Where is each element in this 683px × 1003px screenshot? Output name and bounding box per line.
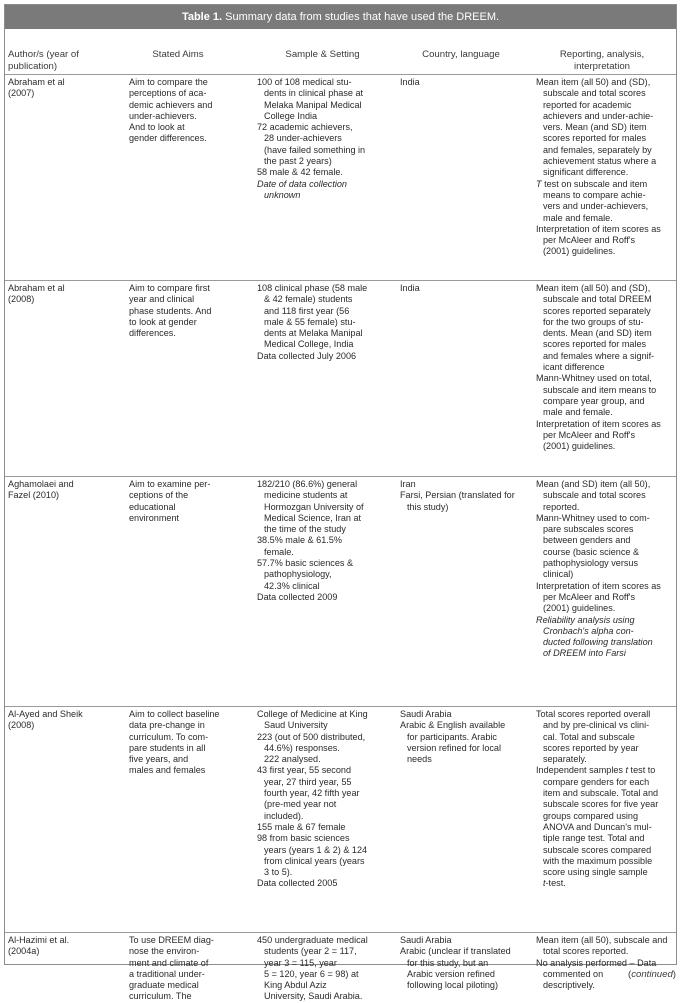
cell-line: phase students. And xyxy=(129,305,212,316)
cell-line: between genders and xyxy=(543,535,631,546)
cell-line: educational xyxy=(129,501,176,512)
cell-country xyxy=(394,707,528,933)
cell-line: 223 (out of 500 distributed, xyxy=(257,731,366,742)
cell-line: 108 clinical phase (58 male xyxy=(257,283,368,293)
cell-line: Fazel (2010) xyxy=(8,490,60,501)
cell-line: descriptively. xyxy=(543,980,595,991)
cell-line: per McAleer and Roff's xyxy=(543,429,636,440)
cell-line: students (year 2 = 117, xyxy=(264,946,357,957)
cell-line: 155 male & 67 female xyxy=(257,821,346,832)
cell-line: Mann-Whitney used to com- xyxy=(536,512,650,523)
cell-line: 98 from basic sciences xyxy=(257,833,350,844)
cell-line: groups compared using xyxy=(543,810,639,821)
cell-line: following local piloting) xyxy=(407,980,498,991)
cell-line: India xyxy=(400,283,420,293)
cell-sample xyxy=(251,933,394,1003)
cell-line: Arabic version refined xyxy=(407,968,495,979)
table-row xyxy=(5,281,676,477)
cell-line: Mean item (all 50) and (SD), xyxy=(536,77,651,87)
cell-line: (2001) guidelines. xyxy=(543,246,616,257)
cell-line: 43 first year, 55 second xyxy=(257,765,352,776)
cell-line: female. xyxy=(264,546,294,557)
cell-line: achievement status where a xyxy=(543,156,657,167)
table-row xyxy=(5,75,676,281)
cell-line: of DREEM into Farsi xyxy=(543,648,626,659)
table-title: Summary data from studies that have used the DREEM. xyxy=(222,11,500,23)
cell-line: Data collected 2009 xyxy=(257,591,338,602)
cell-line: a traditional under- xyxy=(129,968,205,979)
cell-line: Melaka Manipal Medical xyxy=(264,99,362,110)
cell-line: ducted following translation xyxy=(543,637,653,648)
cell-line: Independent samples t test to xyxy=(536,765,656,776)
cell-line: pathophysiology versus xyxy=(543,558,639,569)
cell-line: icant difference xyxy=(543,362,605,373)
cell-line: (2007) xyxy=(8,88,35,99)
cell-line: nose the environ- xyxy=(129,946,200,957)
cell-line: Interpretation of item scores as xyxy=(536,418,661,429)
cell-country xyxy=(394,477,528,707)
cell-line: commented on xyxy=(543,968,604,979)
cell-line: Saudi Arabia xyxy=(400,935,452,945)
cell-line: curriculum. To com- xyxy=(129,731,209,742)
cell-line: for this study, but an xyxy=(407,957,489,968)
cell-line: Mann-Whitney used on total, xyxy=(536,373,652,384)
cell-line: & 42 female) students xyxy=(264,294,353,305)
cell-line: per McAleer and Roff's xyxy=(543,235,636,246)
cell-line: (pre-med year not xyxy=(264,799,337,810)
cell-line: gender differences. xyxy=(129,133,207,144)
cell-line: Aim to compare first xyxy=(129,283,210,293)
cell-sample xyxy=(251,707,394,933)
cell-line: ceptions of the xyxy=(129,490,189,501)
header-sample: Sample & Setting xyxy=(285,49,360,60)
cell-line: version refined for local xyxy=(407,742,502,753)
cell-country xyxy=(394,933,528,1003)
cell-line: Aim to collect baseline xyxy=(129,709,220,719)
cell-aims xyxy=(105,75,251,281)
cell-line: this study) xyxy=(407,501,449,512)
header-reporting: Reporting, analysis, interpretation xyxy=(559,49,645,72)
cell-line: five years, and xyxy=(129,754,189,765)
cell-line: subscale and total scores xyxy=(543,88,646,99)
cell-line: clinical) xyxy=(543,569,574,580)
cell-line: fourth year, 42 fifth year xyxy=(264,788,360,799)
cell-line: per McAleer and Roff's xyxy=(543,591,636,602)
cell-line: Iran xyxy=(400,479,416,489)
table-label: Table 1. xyxy=(181,11,223,23)
cell-line: curriculum. The xyxy=(129,991,192,1002)
cell-line: unknown xyxy=(264,189,301,200)
cell-line: year 3 = 115, year xyxy=(264,957,337,968)
cell-line: Data collected July 2006 xyxy=(257,350,357,361)
cell-line: ANOVA and Duncan's mul- xyxy=(543,821,652,832)
cell-line: pathophysiology, xyxy=(264,569,332,580)
cell-line: needs xyxy=(407,754,432,765)
cell-reporting xyxy=(528,933,676,1003)
cell-line: Data collected 2005 xyxy=(257,878,338,889)
cell-line: t-test. xyxy=(543,878,566,889)
header-aims: Stated Aims xyxy=(152,49,204,60)
cell-line: Aim to examine per- xyxy=(129,479,211,489)
cell-line: and females where a signif- xyxy=(543,350,655,361)
continued-note: (continued) xyxy=(627,969,676,980)
cell-line: And to look at xyxy=(129,122,185,133)
cell-line: item and subscale. Total and xyxy=(543,788,659,799)
cell-reporting xyxy=(528,707,676,933)
cell-line: subscale and total DREEM xyxy=(543,294,652,305)
cell-line: (2004a) xyxy=(8,946,40,957)
cell-line: perceptions of aca- xyxy=(129,88,207,99)
cell-line: graduate medical xyxy=(129,980,199,991)
cell-reporting xyxy=(528,477,676,707)
cell-line: 222 analysed. xyxy=(264,754,321,765)
cell-author xyxy=(5,75,105,281)
cell-line: To use DREEM diag- xyxy=(129,935,214,945)
cell-line: vers. Mean (and SD) item xyxy=(543,122,647,133)
cell-aims xyxy=(105,281,251,477)
cell-line: the past 2 years) xyxy=(264,156,332,167)
cell-line: 44.6%) responses. xyxy=(264,742,340,753)
cell-line: (2001) guidelines. xyxy=(543,441,616,452)
summary-table xyxy=(5,29,676,1003)
table-caption xyxy=(5,5,676,29)
cell-line: University, Saudi Arabia. xyxy=(264,991,363,1002)
cell-line: scores reported separately xyxy=(543,305,651,316)
cell-line: reported. xyxy=(543,501,580,512)
cell-line: Aghamolaei and xyxy=(8,479,74,489)
cell-line: male and female. xyxy=(543,407,613,418)
cell-line: cal. Total and subscale xyxy=(543,731,635,742)
cell-line: Saudi Arabia xyxy=(400,709,452,719)
cell-line: male & 55 female) stu- xyxy=(264,316,356,327)
cell-sample xyxy=(251,281,394,477)
cell-line: course (basic science & xyxy=(543,546,640,557)
cell-line: from clinical years (years xyxy=(264,855,365,866)
cell-line: scores reported by year xyxy=(543,742,639,753)
cell-line: 450 undergraduate medical xyxy=(257,935,368,945)
cell-line: 72 academic achievers, xyxy=(257,122,353,133)
cell-line: and by pre-clinical vs clini- xyxy=(543,720,650,731)
cell-line: under-achievers. xyxy=(129,110,197,121)
cell-line: (have failed something in xyxy=(264,144,366,155)
cell-line: Cronbach's alpha con- xyxy=(543,625,634,636)
cell-line: subscale and item means to xyxy=(543,384,657,395)
cell-line: the time of the study xyxy=(264,524,346,535)
cell-line: subscale and total scores xyxy=(543,490,646,501)
cell-line: 100 of 108 medical stu- xyxy=(257,77,352,87)
header-row xyxy=(5,29,676,75)
cell-line: scores reported for males xyxy=(543,133,647,144)
cell-line: Mean item (all 50), subscale and xyxy=(536,935,668,945)
cell-line: dents at Melaka Manipal xyxy=(264,328,363,339)
cell-line: dents in clinical phase at xyxy=(264,88,364,99)
cell-line: vers and under-achievers, xyxy=(543,201,649,212)
cell-line: Reliability analysis using xyxy=(536,614,635,625)
cell-reporting xyxy=(528,75,676,281)
cell-line: tiple range test. Total and xyxy=(543,833,645,844)
cell-author xyxy=(5,933,105,1003)
cell-line: 28 under-achievers xyxy=(264,133,342,144)
cell-line: 42.3% clinical xyxy=(264,580,320,591)
cell-country xyxy=(394,281,528,477)
cell-line: score using single sample xyxy=(543,867,648,878)
table-row xyxy=(5,477,676,707)
cell-line: Arabic & English available xyxy=(400,720,506,731)
cell-line: Al-Hazimi et al. xyxy=(8,935,70,945)
cell-line: separately. xyxy=(543,754,587,765)
cell-line: Hormozgan University of xyxy=(264,501,364,512)
cell-sample xyxy=(251,477,394,707)
cell-line: scores reported for males xyxy=(543,339,647,350)
cell-line: compare genders for each xyxy=(543,776,650,787)
cell-line: year, 27 third year, 55 xyxy=(264,776,352,787)
cell-line: Al-Ayed and Sheik xyxy=(8,709,83,719)
cell-line: years (years 1 & 2) & 124 xyxy=(264,844,368,855)
cell-line: included). xyxy=(264,810,304,821)
cell-line: King Abdul Aziz xyxy=(264,980,327,991)
cell-line: (2008) xyxy=(8,720,35,731)
cell-line: and females, separately by xyxy=(543,144,652,155)
cell-line: significant difference. xyxy=(543,167,629,178)
cell-line: and 118 first year (56 xyxy=(264,305,350,316)
cell-line: compare year group, and xyxy=(543,395,645,406)
cell-line: Aim to compare the xyxy=(129,77,208,87)
cell-line: No analysis performed – Data xyxy=(536,957,657,968)
cell-line: India xyxy=(400,77,420,87)
cell-line: male and female. xyxy=(543,212,613,223)
cell-author xyxy=(5,477,105,707)
cell-line: for the two groups of stu- xyxy=(543,316,644,327)
cell-line: medicine students at xyxy=(264,490,348,501)
table-row xyxy=(5,933,676,1003)
cell-line: 58 male & 42 female. xyxy=(257,167,343,178)
cell-line: dents. Mean (and SD) item xyxy=(543,328,652,339)
cell-line: Total scores reported overall xyxy=(536,709,651,719)
cell-aims xyxy=(105,477,251,707)
continued-text: continued xyxy=(631,969,673,980)
cell-line: (2008) xyxy=(8,294,35,305)
cell-country xyxy=(394,75,528,281)
cell-line: Saud University xyxy=(264,720,328,731)
cell-line: Interpretation of item scores as xyxy=(536,223,661,234)
cell-line: data pre-change in xyxy=(129,720,205,731)
cell-line: for participants. Arabic xyxy=(407,731,497,742)
cell-sample xyxy=(251,75,394,281)
cell-line: pare subscales scores xyxy=(543,524,634,535)
cell-line: 3 to 5). xyxy=(264,867,293,878)
cell-line: Abraham et al xyxy=(8,77,65,87)
cell-line: 57.7% basic sciences & xyxy=(257,558,354,569)
cell-line: Mean item (all 50) and (SD), xyxy=(536,283,651,293)
cell-author xyxy=(5,707,105,933)
cell-line: total scores reported. xyxy=(543,946,629,957)
cell-line: Interpretation of item scores as xyxy=(536,580,661,591)
cell-line: males and females xyxy=(129,765,206,776)
table-body xyxy=(5,75,676,1003)
header-author: Author/s (year of publication) xyxy=(8,49,79,72)
cell-aims xyxy=(105,933,251,1003)
cell-line: Abraham et al xyxy=(8,283,65,293)
cell-line: Medical Science, Iran at xyxy=(264,512,362,523)
cell-line: Mean (and SD) item (all 50), xyxy=(536,479,651,489)
cell-line: (2001) guidelines. xyxy=(543,603,616,614)
cell-line: to look at gender xyxy=(129,316,197,327)
cell-line: College India xyxy=(264,110,318,121)
cell-line: 5 = 120, year 6 = 98) at xyxy=(264,968,359,979)
cell-line: T test on subscale and item xyxy=(536,178,648,189)
cell-line: 38.5% male & 61.5% xyxy=(257,535,342,546)
cell-line: environment xyxy=(129,512,180,523)
cell-line: pare students in all xyxy=(129,742,206,753)
header-country: Country, language xyxy=(422,49,500,60)
cell-author xyxy=(5,281,105,477)
cell-line: reported for academic xyxy=(543,99,632,110)
cell-line: differences. xyxy=(129,328,176,339)
cell-line: ment and climate of xyxy=(129,957,209,968)
cell-aims xyxy=(105,707,251,933)
cell-line: Arabic (unclear if translated xyxy=(400,946,511,957)
cell-line: Date of data collection xyxy=(257,178,347,189)
table-row xyxy=(5,707,676,933)
cell-line: 182/210 (86.6%) general xyxy=(257,479,358,489)
cell-line: Medical College, India xyxy=(264,339,354,350)
cell-line: demic achievers and xyxy=(129,99,213,110)
cell-line: College of Medicine at King xyxy=(257,709,368,719)
cell-reporting xyxy=(528,281,676,477)
cell-line: year and clinical xyxy=(129,294,195,305)
cell-line: with the maximum possible xyxy=(543,855,653,866)
cell-line: Farsi, Persian (translated for xyxy=(400,490,515,501)
cell-line: achievers and under-achie- xyxy=(543,110,654,121)
cell-line: subscale scores compared xyxy=(543,844,652,855)
cell-line: subscale scores for five year xyxy=(543,799,659,810)
cell-line: means to compare achie- xyxy=(543,189,646,200)
